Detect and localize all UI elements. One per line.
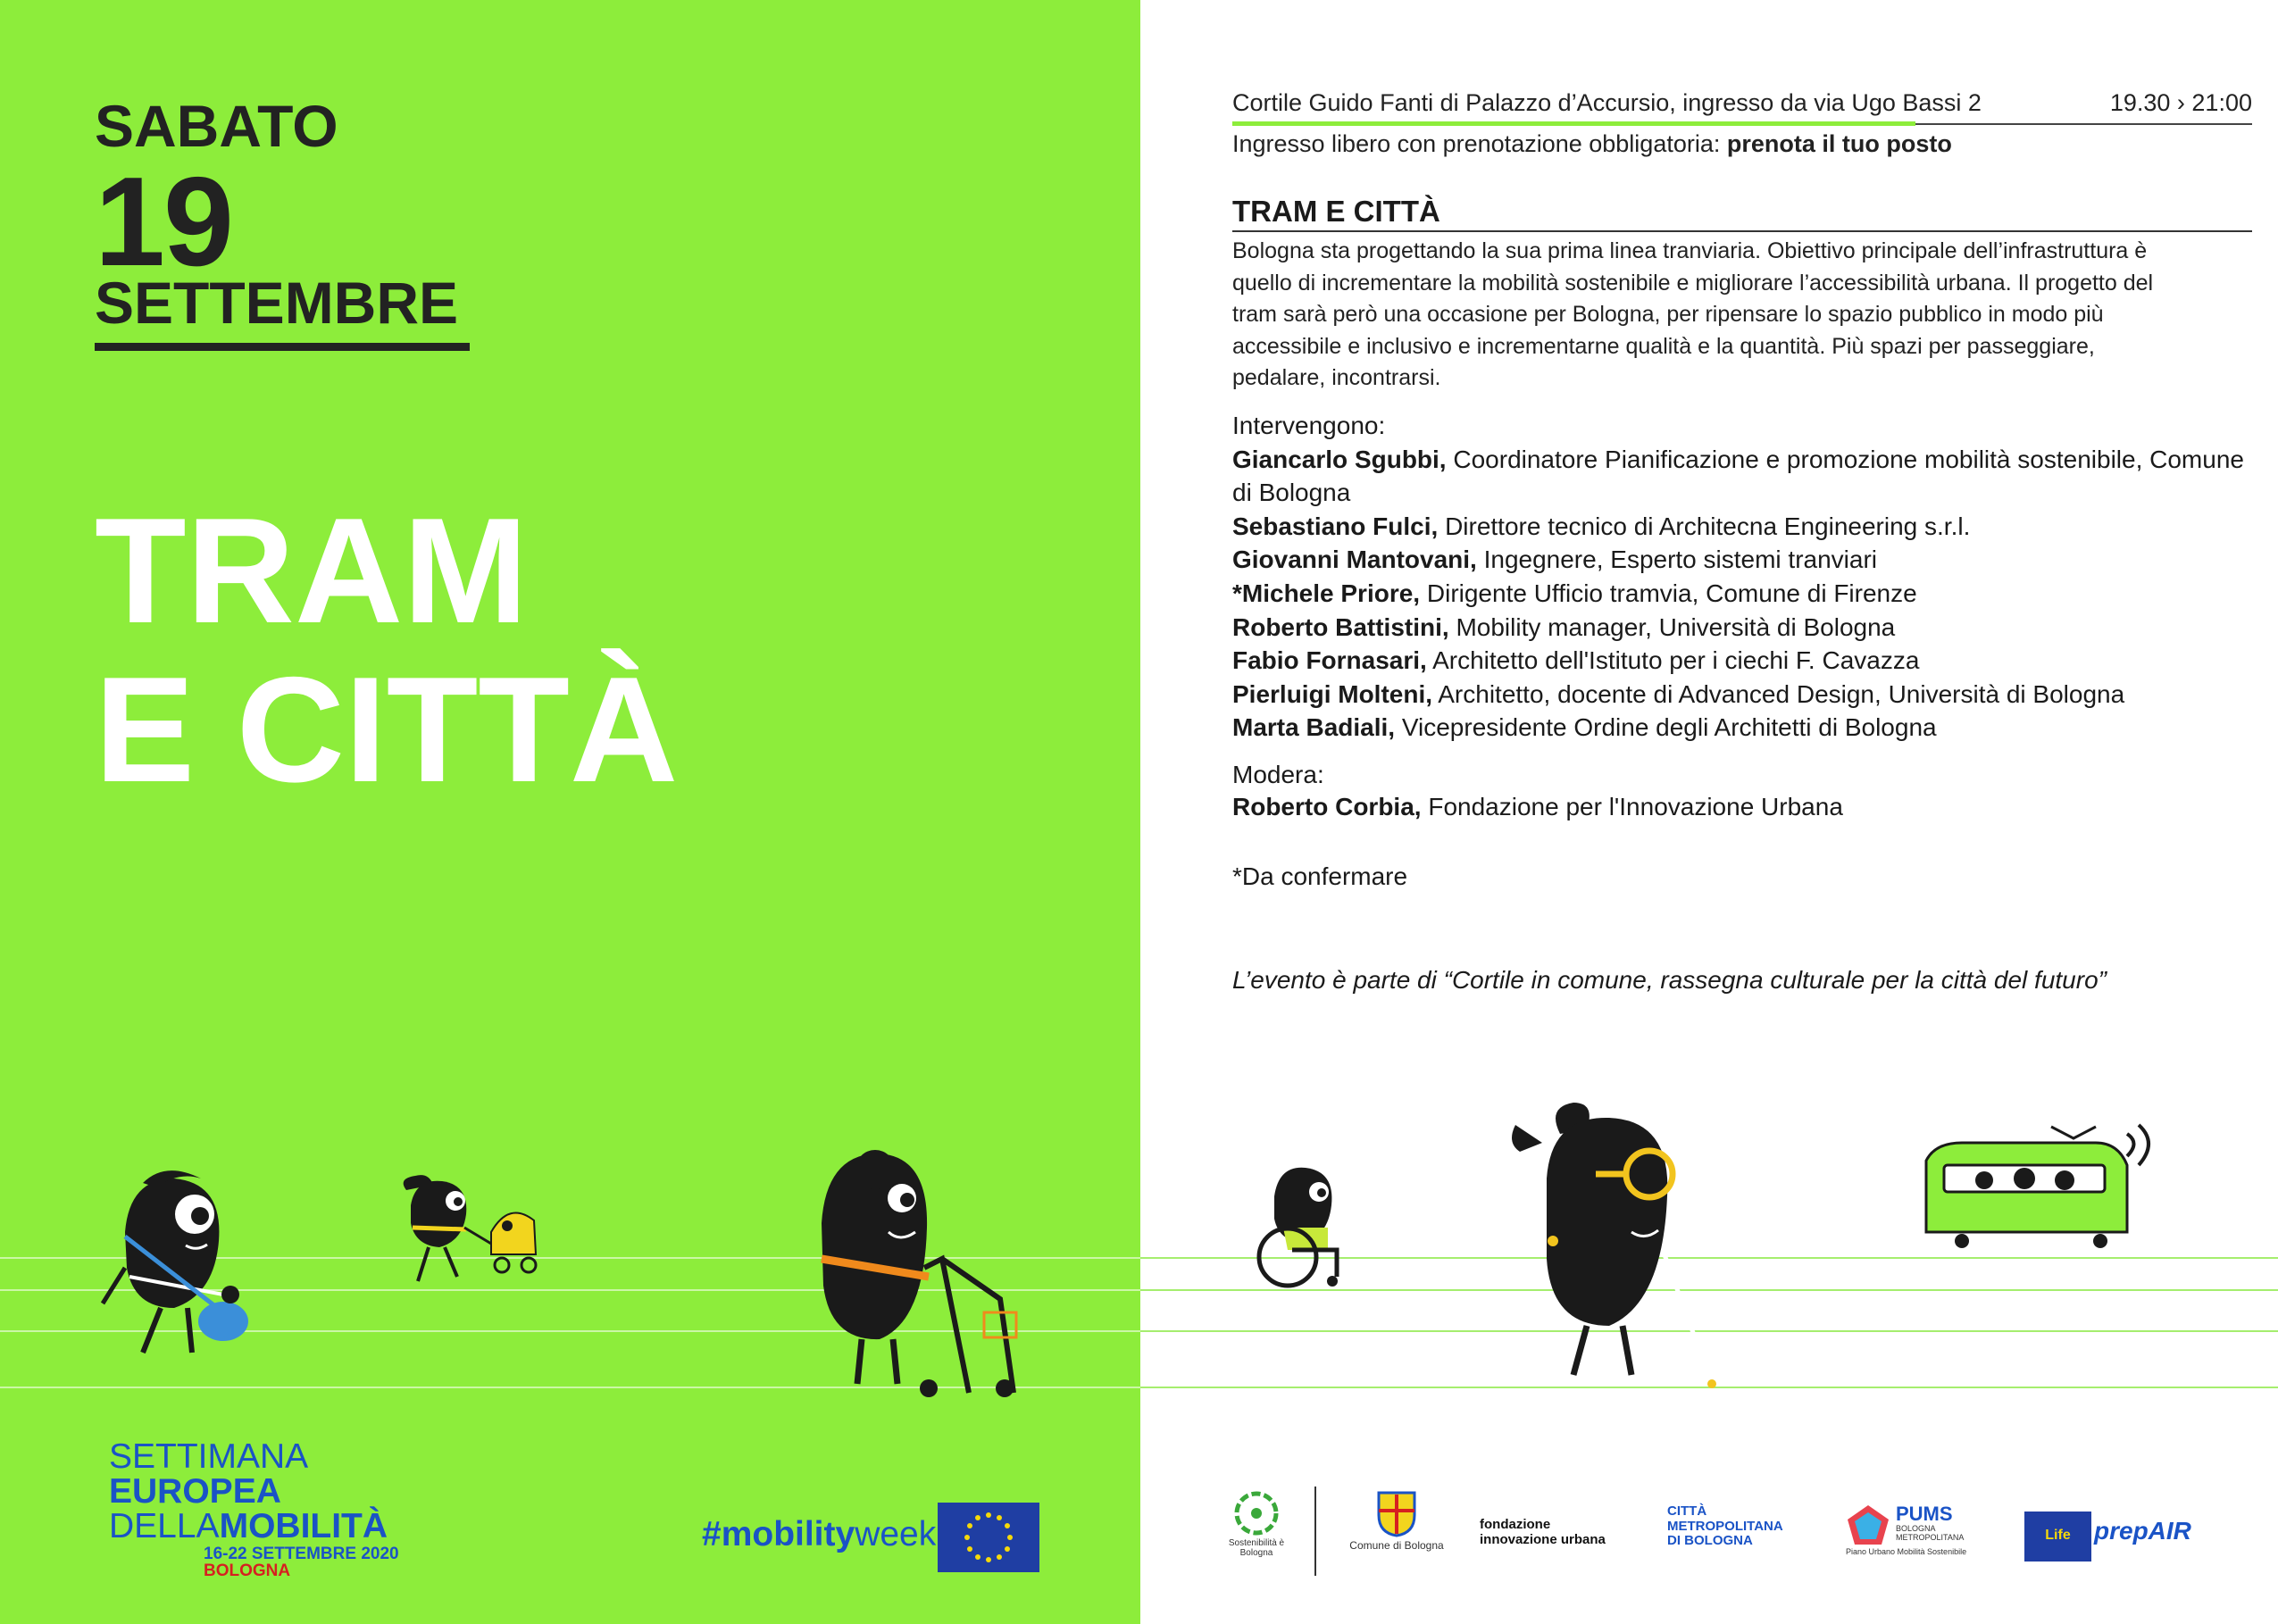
venue-divider-accent <box>1232 121 1915 126</box>
speaker-name: Roberto Battistini, <box>1232 612 1449 641</box>
citta-text2: METROPOLITANA <box>1667 1518 1783 1534</box>
fondazione-text1: fondazione <box>1480 1517 1551 1532</box>
person-with-stroller-illustration <box>393 1165 563 1290</box>
sostenibilita-logo <box>1221 1491 1292 1558</box>
pums-logo <box>1846 1503 2007 1557</box>
speaker-item <box>1232 611 2259 645</box>
life-text: Life <box>2045 1528 2071 1543</box>
pums-icon <box>1846 1503 1890 1548</box>
citta-text3: DI BOLOGNA <box>1667 1533 1753 1548</box>
speaker-name: Marta Badiali, <box>1232 713 1396 742</box>
speaker-name: Fabio Fornasari, <box>1232 646 1427 675</box>
event-day-number: 19 <box>95 151 232 293</box>
pums-text1: PUMS <box>1896 1503 1953 1525</box>
mobility-week-logo <box>109 1439 399 1579</box>
speaker-role: Direttore tecnico di Architecna Engineering s.r.l. <box>1445 512 1971 540</box>
coat-of-arms-icon <box>1374 1484 1419 1537</box>
speaker-role: Mobility manager, Università di Bologna <box>1456 612 1896 641</box>
event-title-line1: TRAM <box>95 487 529 654</box>
logo-city: BOLOGNA <box>204 1562 291 1580</box>
event-title-line2: E CITTÀ <box>95 645 679 814</box>
logo-dates: 16-22 SETTEMBRE 2020 <box>204 1545 399 1563</box>
speaker-name: Giovanni Mantovani, <box>1232 545 1477 574</box>
logo-line3 <box>109 1509 399 1544</box>
pums-text4: Piano Urbano Mobilità Sostenibile <box>1846 1547 1967 1556</box>
speaker-name: *Michele Priore, <box>1232 579 1421 607</box>
moderator-name: Roberto Corbia, <box>1232 793 1422 820</box>
hashtag <box>702 1515 936 1554</box>
person-with-cane-illustration <box>1498 1098 1765 1393</box>
speaker-role: Architetto dell'Istituto per i ciechi F. Cavazza <box>1432 646 1920 675</box>
venue-row <box>1232 89 2252 125</box>
logo-line2: EUROPEA <box>109 1472 281 1511</box>
fondazione-text2: innovazione urbana <box>1480 1531 1606 1547</box>
comune-logo <box>1348 1484 1446 1552</box>
speaker-role: Vicepresidente Ordine degli Architetti di Bologna <box>1401 713 1937 742</box>
tram-illustration <box>1908 1116 2185 1259</box>
pums-text3: METROPOLITANA <box>1896 1533 1965 1543</box>
confirmation-note: *Da confermare <box>1232 862 1408 890</box>
date-underline <box>95 343 470 351</box>
speaker-item <box>1232 678 2259 712</box>
moderator <box>1232 793 1843 821</box>
section-divider <box>1232 230 2252 232</box>
eu-flag-icon <box>938 1503 1039 1572</box>
citta-metropolitana-logo <box>1667 1504 1783 1549</box>
speaker-name: Sebastiano Fulci, <box>1232 512 1439 540</box>
life-eu-logo <box>2024 1512 2091 1562</box>
event-day: SABATO <box>95 93 338 159</box>
speaker-name: Pierluigi Molteni, <box>1232 679 1433 708</box>
speaker-role: Dirigente Ufficio tramvia, Comune di Firenze <box>1426 579 1917 607</box>
section-title: TRAM E CITTÀ <box>1232 195 1440 228</box>
speaker-item <box>1232 443 2259 510</box>
event-series-note: L’evento è parte di “Cortile in comune, rassegna culturale per la città del futuro” <box>1232 966 2107 994</box>
wheelchair-user-illustration <box>1239 1161 1364 1295</box>
event-month: SETTEMBRE <box>95 270 459 336</box>
citta-text1: CITTÀ <box>1667 1503 1707 1519</box>
right-panel <box>1140 0 2278 1624</box>
prepair-logo: prepAIR <box>2094 1517 2191 1545</box>
speakers-heading: Intervengono: <box>1232 412 1386 439</box>
comune-text: Comune di Bologna <box>1349 1539 1444 1553</box>
event-time: 19.30 › 21:00 <box>2109 89 2252 116</box>
entry-text: Ingresso libero con prenotazione obbligatoria: <box>1232 130 1721 157</box>
hashtag-a: #mobility <box>702 1515 855 1553</box>
speaker-name: Giancarlo Sgubbi, <box>1232 445 1447 473</box>
speaker-role: Ingegnere, Esperto sistemi tranviari <box>1483 545 1878 574</box>
logo-line3-b: MOBILITÀ <box>219 1507 388 1545</box>
speakers-list <box>1232 409 2259 745</box>
speaker-role: Architetto, docente di Advanced Design, Università di Bologna <box>1438 679 2125 708</box>
fondazione-logo <box>1480 1518 1606 1547</box>
pums-text2: BOLOGNA <box>1896 1524 1936 1534</box>
moderator-heading: Modera: <box>1232 761 1324 788</box>
speaker-role: Coordinatore Pianificazione e promozione mobilità sostenibile, Comune di Bologna <box>1232 445 2244 507</box>
person-with-baby-illustration <box>89 1161 268 1366</box>
logo-line3-a: DELLA <box>109 1507 220 1545</box>
logo-divider <box>1314 1487 1316 1576</box>
venue-address: Cortile Guido Fanti di Palazzo d’Accursio, ingresso da via Ugo Bassi 2 <box>1232 89 1982 116</box>
entry-info <box>1232 130 1952 158</box>
sostenibilita-icon <box>1234 1491 1279 1536</box>
person-with-walker-illustration <box>795 1143 1045 1411</box>
speaker-item <box>1232 644 2259 678</box>
speaker-item <box>1232 543 2259 577</box>
hashtag-b: week <box>855 1515 937 1553</box>
event-title <box>95 487 679 814</box>
speaker-item <box>1232 577 2259 611</box>
booking-link[interactable]: prenota il tuo posto <box>1726 130 1952 157</box>
logo-line1: SETTIMANA <box>109 1437 309 1476</box>
speaker-item <box>1232 711 2259 745</box>
sostenibilita-text: Sostenibilità è Bologna <box>1228 1538 1285 1559</box>
speaker-item <box>1232 510 2259 544</box>
moderator-role: Fondazione per l'Innovazione Urbana <box>1428 793 1843 820</box>
event-description: Bologna sta progettando la sua prima linea tranviaria. Obiettivo principale dell’infrastruttura è quello di incrementare la mobilità sostenibile e migliorare l’accessibilità urbana. Il progetto del tram sarà però una occasione per Bologna, per ripensare lo spazio pubblico in modo più accessibile e inclusivo e incrementarne qualità e la quantità. Più spazi per passeggiare, pedalare, incontrarsi. <box>1232 238 2154 390</box>
